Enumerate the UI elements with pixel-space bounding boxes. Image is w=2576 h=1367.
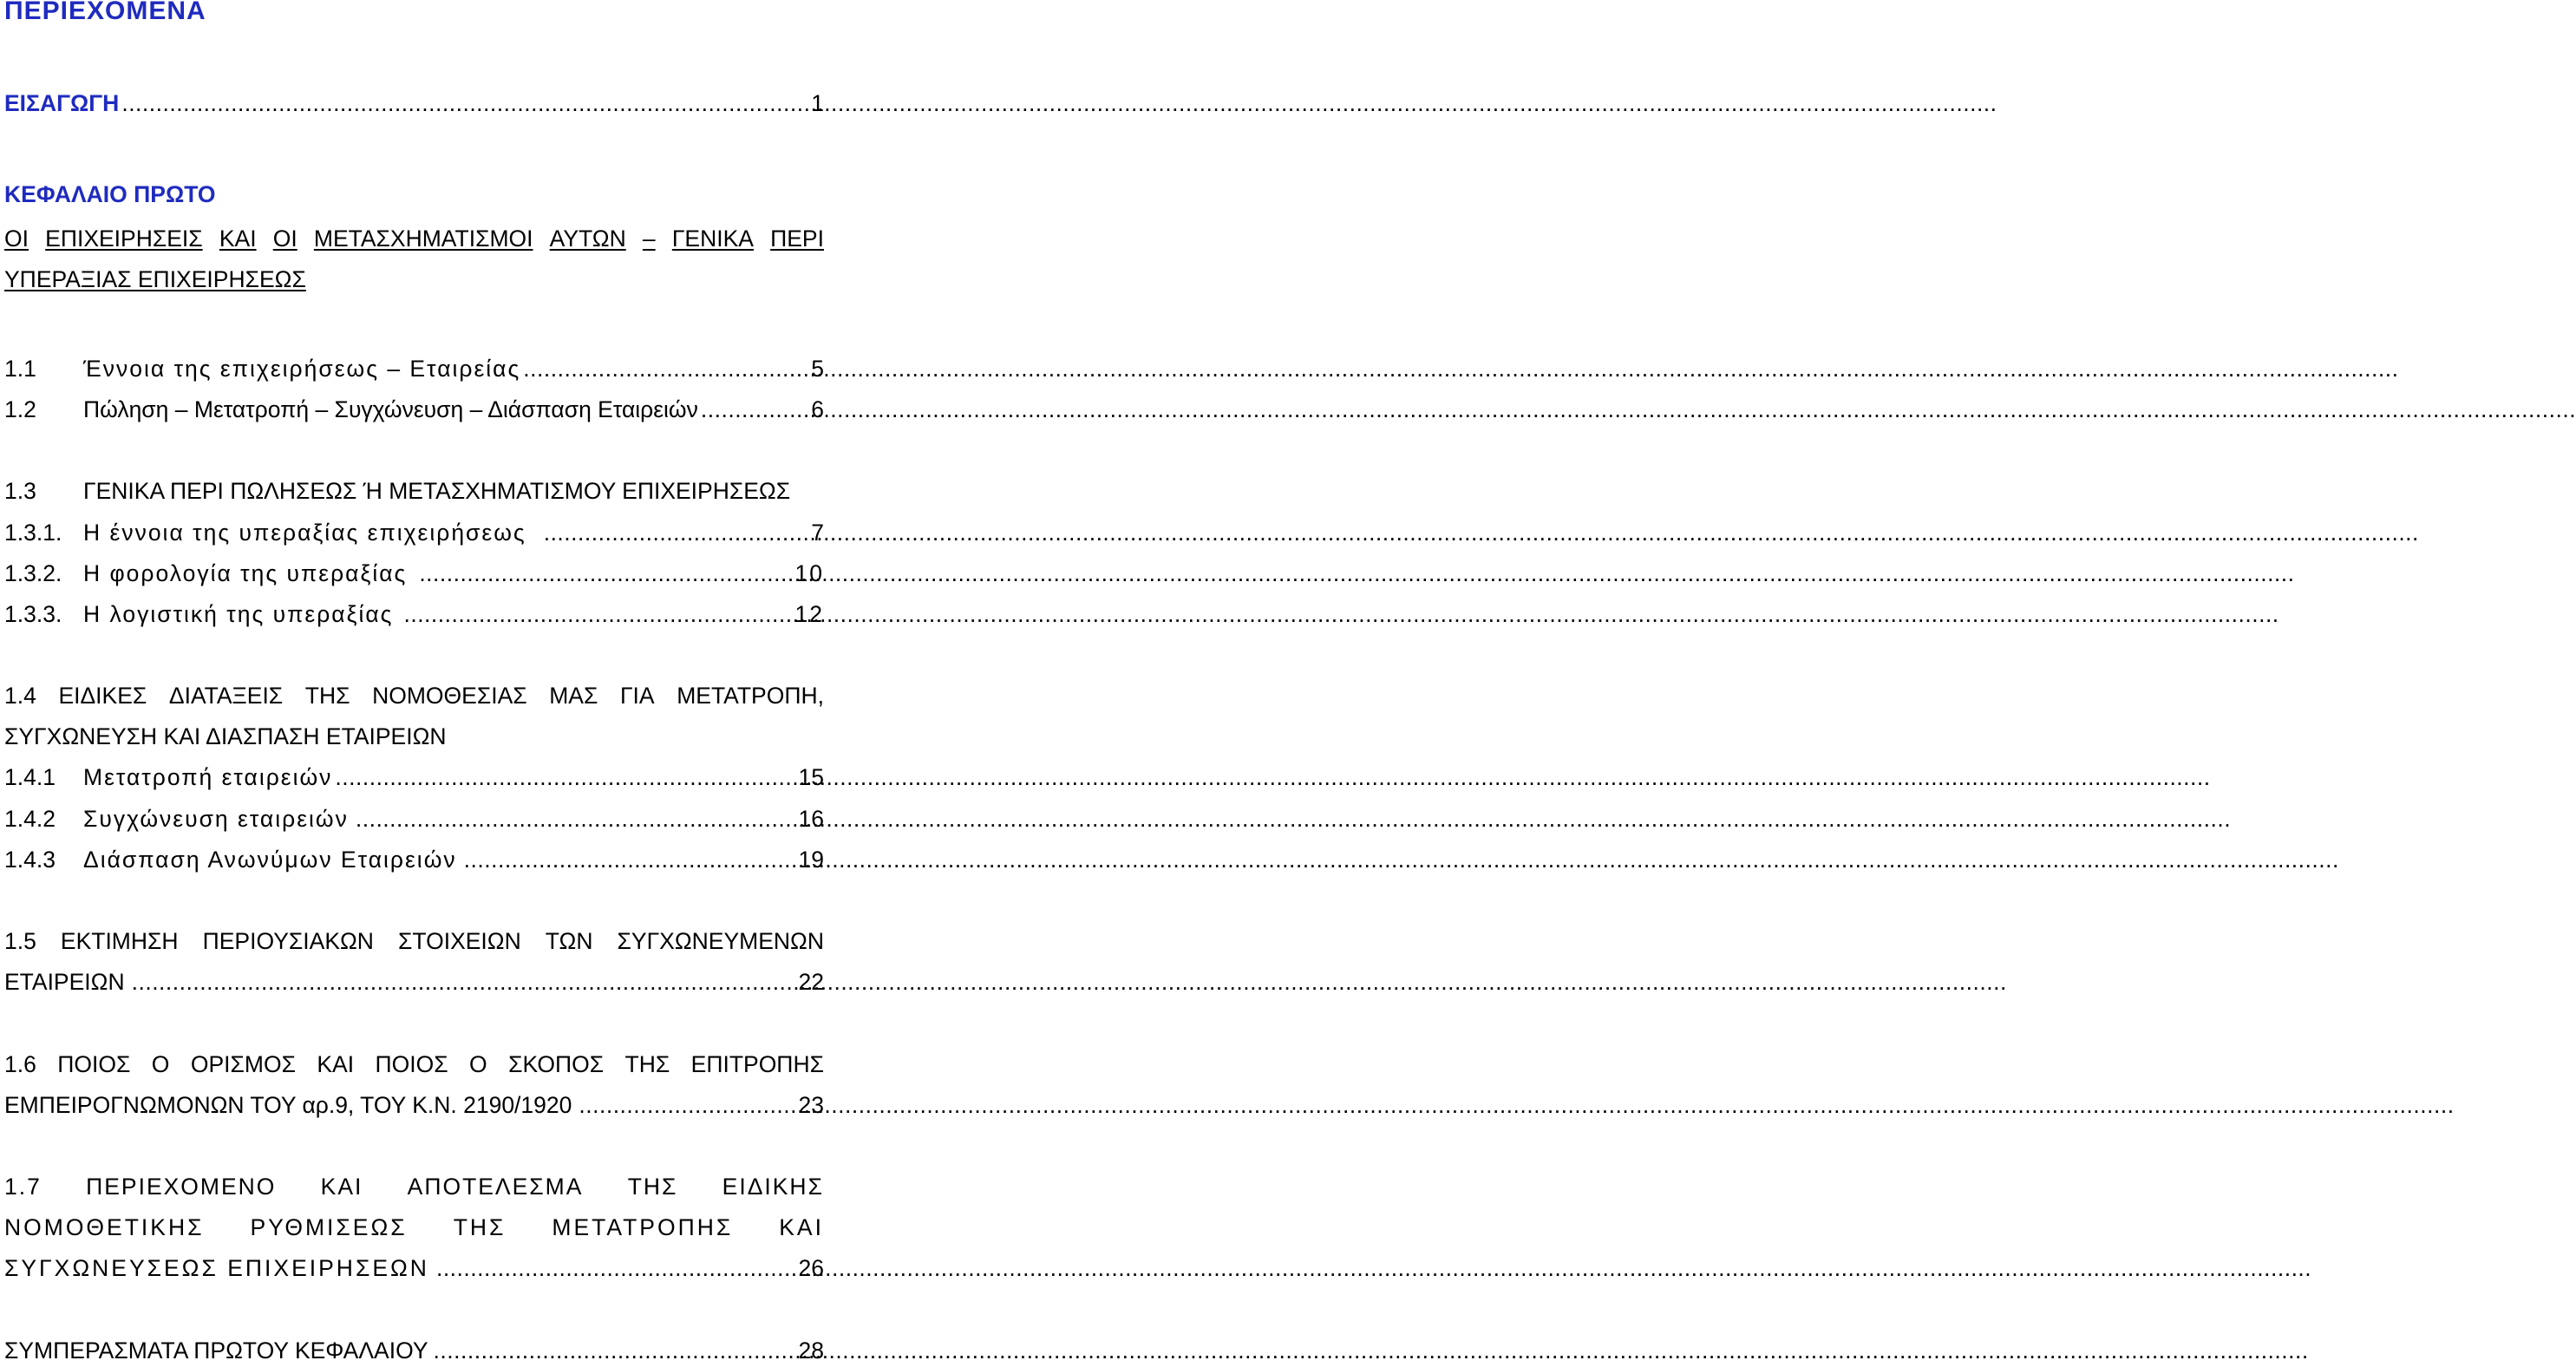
- toc-entry-1-4-1[interactable]: [4, 762, 824, 792]
- toc-page-number: 15: [798, 764, 824, 790]
- toc-page-number: 23: [798, 1092, 824, 1118]
- toc-entry-number: 1.4.1: [4, 764, 56, 790]
- toc-entry-1-6-line2[interactable]: [4, 1090, 824, 1120]
- toc-entry-1-5-line1[interactable]: 1.5 ΕΚΤΙΜΗΣΗ ΠΕΡΙΟΥΣΙΑΚΩΝ ΣΤΟΙΧΕΙΩΝ ΤΩΝ ΣΥΓΧΩΝΕΥΜΕΝΩΝ: [4, 928, 824, 954]
- toc-entry-1-3[interactable]: [4, 476, 824, 506]
- toc-page-number: 26: [798, 1255, 824, 1281]
- toc-page-number: 6: [811, 396, 824, 422]
- dot-leader: [335, 762, 796, 792]
- toc-entry-label: Διάσπαση Ανωνύμων Εταιρειών: [83, 847, 457, 873]
- toc-entry-number: 1.3: [4, 478, 36, 504]
- toc-entry-label: Η φορολογία της υπεραξίας: [83, 560, 408, 586]
- toc-entry-1-7-line1[interactable]: 1.7 ΠΕΡΙΕΧΟΜΕΝΟ ΚΑΙ ΑΠΟΤΕΛΕΣΜΑ ΤΗΣ ΕΙΔΙΚΗΣ: [4, 1174, 824, 1200]
- toc-entry-label: ΕΙΣΑΓΩΓΗ: [4, 90, 120, 116]
- toc-entry-label: ΕΤΑΙΡΕΙΩΝ: [4, 969, 125, 995]
- toc-page-number: 22: [798, 969, 824, 995]
- dot-leader: [419, 559, 793, 588]
- toc-page-number: 28: [798, 1338, 824, 1364]
- toc-entry-number: 1.3.3.: [4, 601, 62, 627]
- dot-leader: [579, 1090, 796, 1120]
- toc-page-number: 5: [811, 356, 824, 382]
- dot-leader: [121, 88, 809, 118]
- toc-entry-label: ΣΥΜΠΕΡΑΣΜΑΤΑ ΠΡΩΤΟΥ ΚΕΦΑΛΑΙΟΥ: [4, 1338, 428, 1364]
- toc-entry-1-4-line2: ΣΥΓΧΩΝΕΥΣΗ ΚΑΙ ΔΙΑΣΠΑΣΗ ΕΤΑΙΡΕΙΩΝ: [4, 723, 447, 749]
- toc-entry-1-3-2[interactable]: [4, 559, 824, 588]
- toc-entry-1-3-1[interactable]: [4, 518, 824, 547]
- dot-leader: [436, 1253, 797, 1283]
- chapter-subtitle-line2: ΥΠΕΡΑΞΙΑΣ ΕΠΙΧΕΙΡΗΣΕΩΣ: [4, 266, 306, 292]
- dot-leader: [403, 599, 793, 629]
- toc-entry-number: 1.1: [4, 356, 36, 382]
- toc-entry-1-5-line2[interactable]: [4, 967, 824, 997]
- dot-leader: [544, 518, 810, 547]
- toc-entry-label: ΣΥΓΧΩΝΕΥΣΕΩΣ ΕΠΙΧΕΙΡΗΣΕΩΝ: [4, 1255, 429, 1281]
- toc-entry-intro[interactable]: [4, 88, 824, 118]
- toc-entry-1-6-line1[interactable]: 1.6 ΠΟΙΟΣ Ο ΟΡΙΣΜΟΣ ΚΑΙ ΠΟΙΟΣ Ο ΣΚΟΠΟΣ ΤΗΣ ΕΠΙΤΡΟΠΗΣ: [4, 1051, 824, 1077]
- toc-entry-label: ΓΕΝΙΚΑ ΠΕΡΙ ΠΩΛΗΣΕΩΣ Ή ΜΕΤΑΣΧΗΜΑΤΙΣΜΟΥ ΕΠΙΧΕΙΡΗΣΕΩΣ: [83, 478, 791, 504]
- toc-page-number: 16: [798, 806, 824, 832]
- toc-page-number: 19: [798, 847, 824, 873]
- toc-entry-number: 1.4.2: [4, 806, 56, 832]
- toc-entry-1-4-3[interactable]: [4, 845, 824, 874]
- chapter-subtitle-line1: ΟΙ ΕΠΙΧΕΙΡΗΣΕΙΣ ΚΑΙ ΟΙ ΜΕΤΑΣΧΗΜΑΤΙΣΜΟΙ ΑΥΤΩΝ – ΓΕΝΙΚΑ ΠΕΡΙ: [4, 226, 824, 252]
- toc-entry-1-7-line2: ΝΟΜΟΘΕΤΙΚΗΣ ΡΥΘΜΙΣΕΩΣ ΤΗΣ ΜΕΤΑΤΡΟΠΗΣ ΚΑΙ: [4, 1214, 824, 1240]
- toc-entry-label: Έννοια της επιχειρήσεως – Εταιρείας: [83, 356, 521, 382]
- toc-page-number: 7: [811, 520, 824, 546]
- dot-leader: [523, 354, 809, 383]
- toc-page-number: 1: [811, 90, 824, 116]
- toc-entry-number: 1.3.2.: [4, 560, 62, 586]
- toc-entry-label: Η έννοια της υπεραξίας επιχειρήσεως: [83, 520, 526, 546]
- toc-entry-label: Συγχώνευση εταιρειών: [83, 806, 349, 832]
- page-title: ΠΕΡΙΕΧΟΜΕΝΑ: [4, 0, 206, 25]
- toc-entry-1-4-2[interactable]: [4, 804, 824, 834]
- toc-entry-1-7-line3[interactable]: [4, 1253, 824, 1283]
- toc-entry-number: 1.2: [4, 396, 36, 422]
- toc-entry-label: ΕΜΠΕΙΡΟΓΝΩΜΟΝΩΝ ΤΟΥ αρ.9, ΤΟΥ Κ.Ν. 2190/1920: [4, 1092, 572, 1118]
- dot-leader: [701, 395, 809, 424]
- toc-entry-number: 1.3.1.: [4, 520, 62, 546]
- toc-entry-1-2[interactable]: [4, 395, 824, 424]
- toc-page-number: 12: [794, 601, 824, 627]
- chapter-heading: ΚΕΦΑΛΑΙΟ ΠΡΩΤΟ: [4, 181, 216, 207]
- dot-leader: [464, 845, 797, 874]
- toc-page-number: 10: [794, 560, 824, 586]
- toc-entry-1-1[interactable]: [4, 354, 824, 383]
- dot-leader: [132, 967, 797, 997]
- toc-entry-label: Πώληση – Μετατροπή – Συγχώνευση – Διάσπαση Εταιρειών: [83, 396, 698, 422]
- toc-entry-number: 1.4.3: [4, 847, 56, 873]
- toc-entry-1-4-line1[interactable]: 1.4 ΕΙΔΙΚΕΣ ΔΙΑΤΑΞΕΙΣ ΤΗΣ ΝΟΜΟΘΕΣΙΑΣ ΜΑΣ ΓΙΑ ΜΕΤΑΤΡΟΠΗ,: [4, 683, 824, 709]
- toc-entry-label: Μετατροπή εταιρειών: [83, 764, 333, 790]
- toc-entry-conclusions[interactable]: [4, 1336, 824, 1365]
- dot-leader: [356, 804, 797, 834]
- toc-entry-label: Η λογιστική της υπεραξίας: [83, 601, 394, 627]
- dot-leader: [434, 1336, 797, 1365]
- toc-entry-1-3-3[interactable]: [4, 599, 824, 629]
